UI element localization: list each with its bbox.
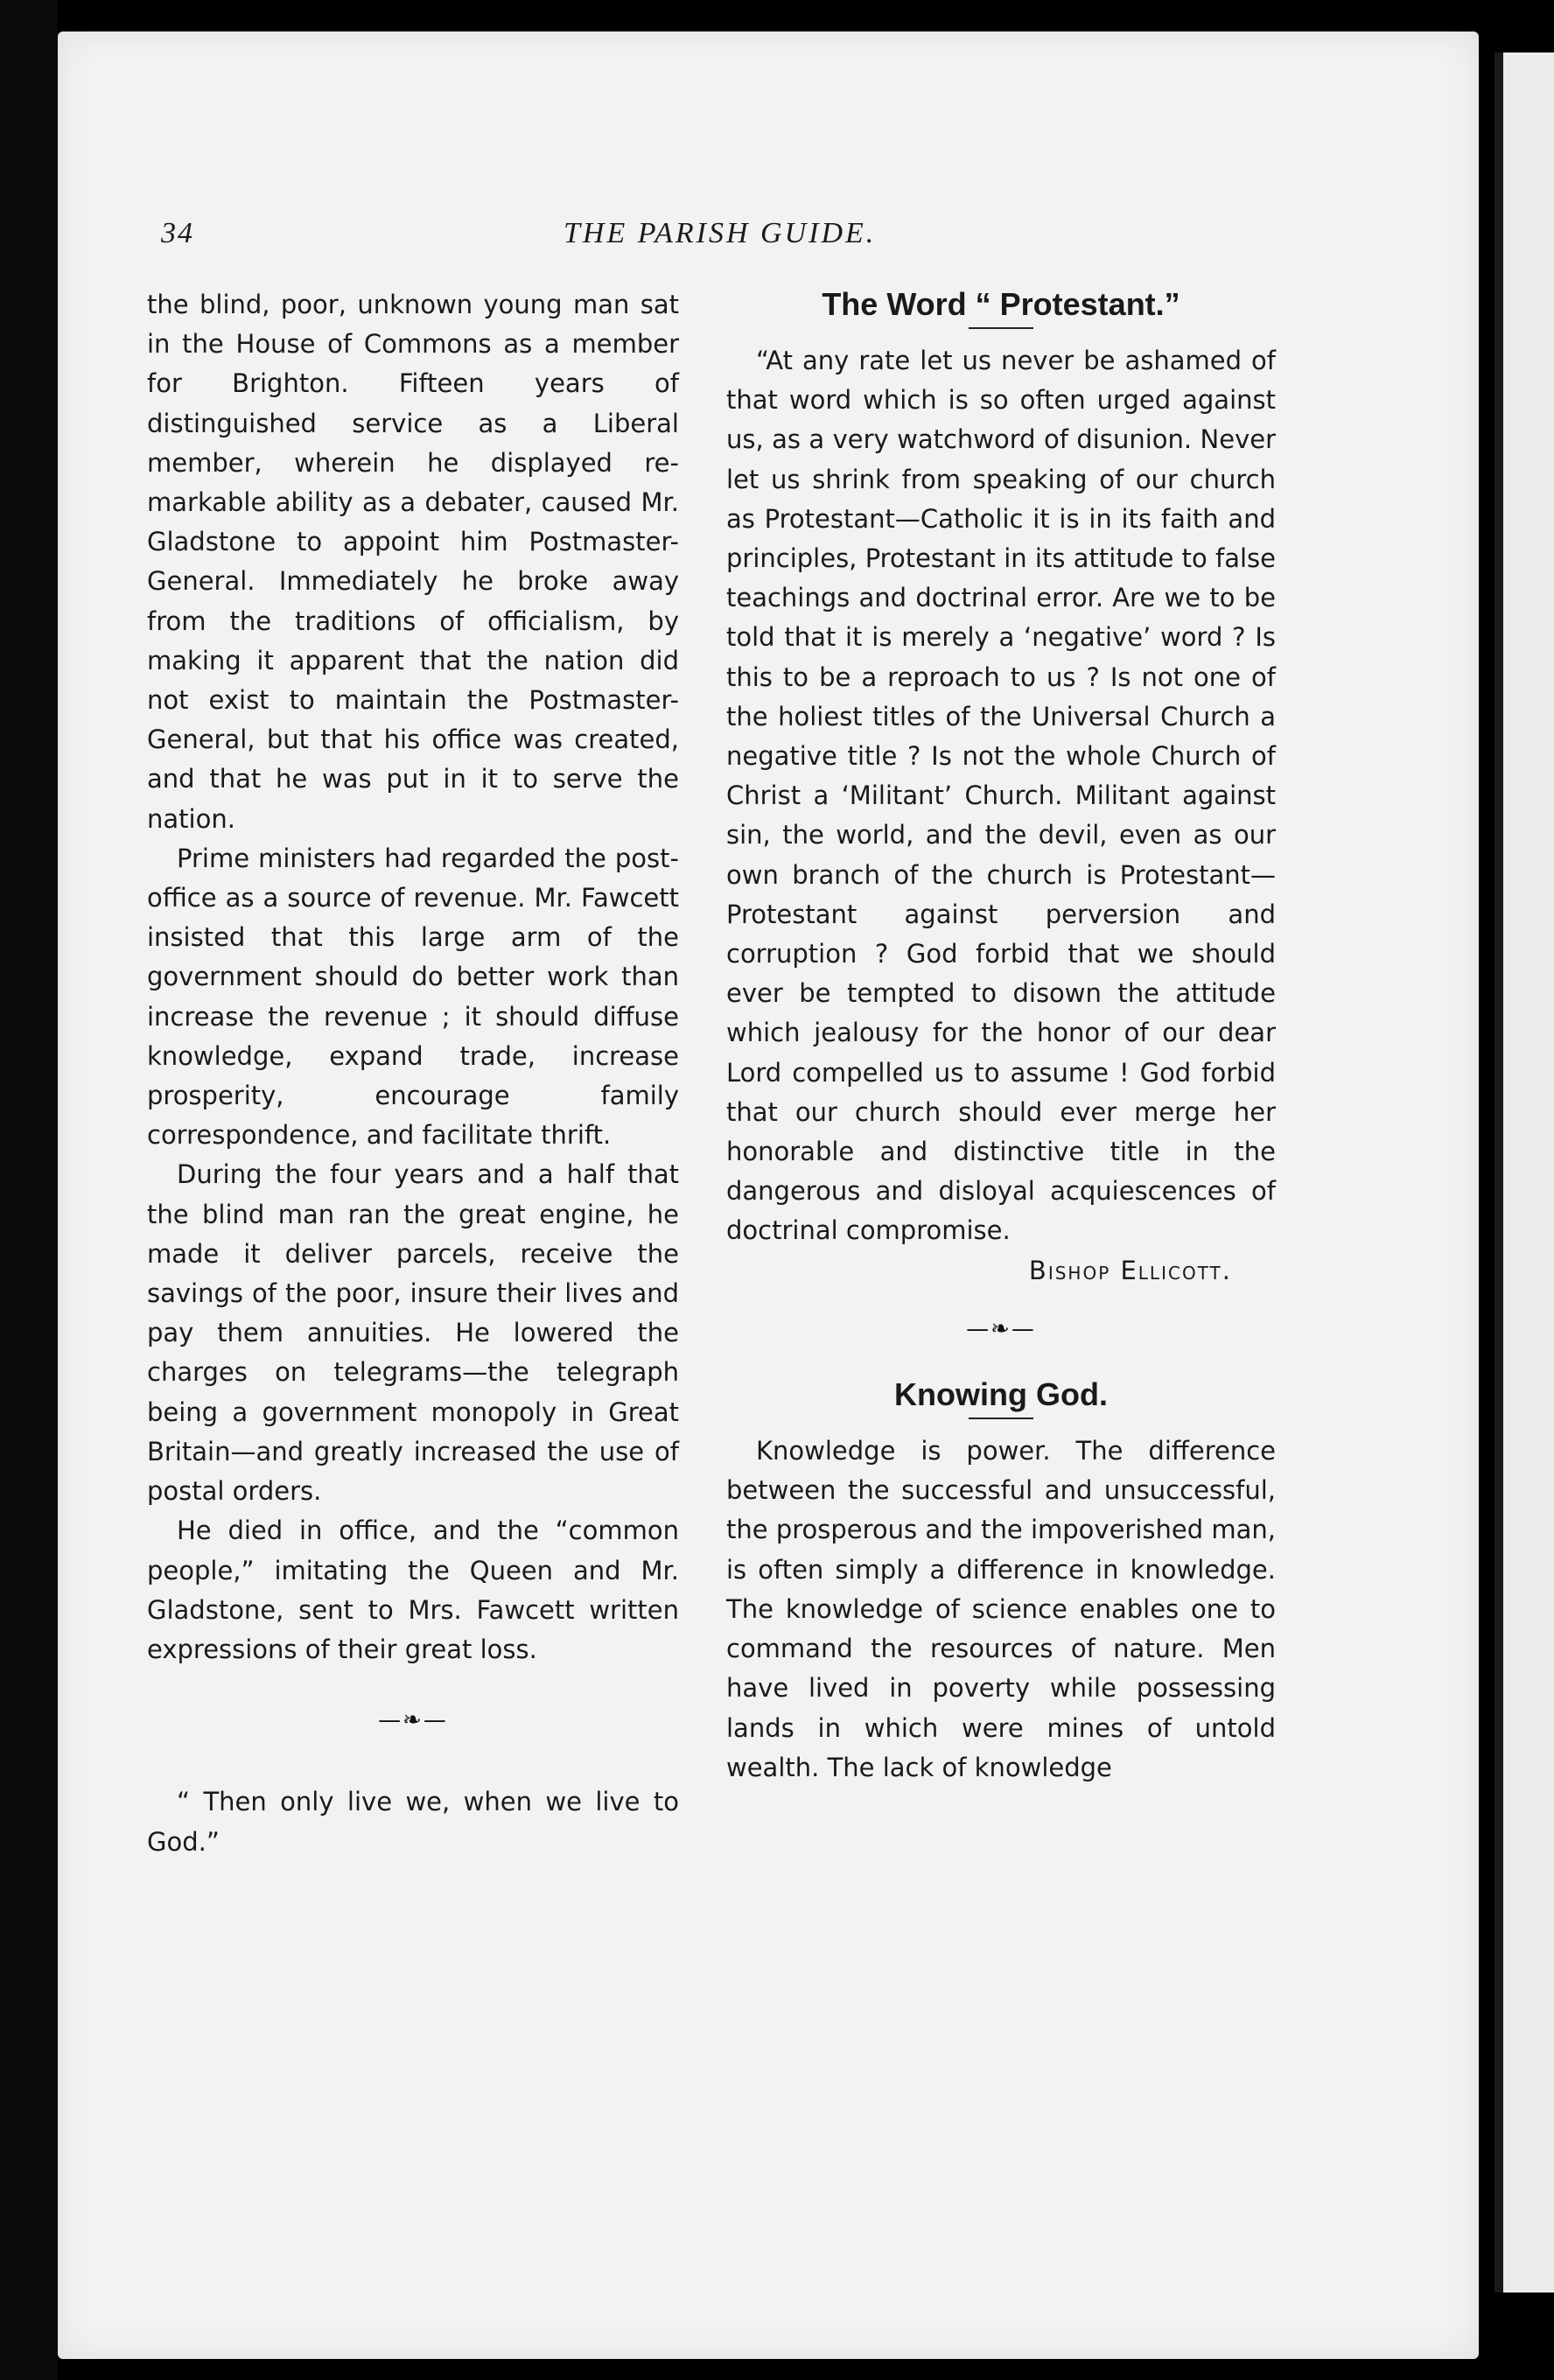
scan-left-edge	[0, 0, 58, 2380]
adjacent-page-edge	[1494, 52, 1554, 2292]
section-divider-ornament: —❧—	[966, 1315, 1036, 1342]
signature: Bishop Ellicott.	[1028, 1255, 1232, 1285]
section-divider-ornament: —❧—	[378, 1707, 448, 1734]
section-title-knowing-god: Knowing God.	[894, 1376, 1108, 1413]
page-header	[161, 217, 1307, 261]
left-column	[147, 285, 679, 1862]
right-column	[726, 285, 1276, 1788]
paragraph: Prime ministers had regarded the post-office as a source of revenue. Mr. Fawcett insisted that this large arm of the government should do better work than increase the revenue ; it should diffuse knowledge, expand trade, increase prosperity, encourage family correspondence, and facilitate thrift.	[147, 843, 679, 1151]
paragraph: During the four years and a half that the blind man ran the great engine, he made it deliver parcels, receive the savings of the poor, insure their lives and pay them annuities. He lowered the charges on telegrams—the telegraph being a government monopoly in Great Britain—and greatly increased the use of postal orders.	[147, 1159, 679, 1507]
section-title-protestant: The Word “ Protestant.”	[822, 286, 1180, 322]
closing-quote: “ Then only live we, when we live to God.”	[147, 1787, 679, 1857]
running-title: THE PARISH GUIDE.	[564, 217, 877, 249]
page-number: 34	[161, 217, 194, 249]
paragraph: the blind, poor, unknown young man sat in the House of Commons as a member for Brighton. Fifteen years of distinguished service as a Liberal member, wherein he displayed remarkable ability as a debater, caused Mr. Gladstone to appoint him Postmaster-General. Immediately he broke away from the traditions of officialism, by making it apparent that the nation did not exist to maintain the Postmaster-General, but that his office was created, and that he was put in it to serve the nation.	[147, 290, 679, 834]
title-rule	[969, 1418, 1033, 1419]
paragraph: He died in office, and the “common people,” imitating the Queen and Mr. Gladstone, sent to Mrs. Fawcett written expressions of their great loss.	[147, 1516, 679, 1664]
paragraph: “At any rate let us never be ashamed of that word which is so often urged against us, as a very watchword of disunion. Never let us shrink from speaking of our church as Protestant—Catholic it is in its faith and principles, Protestant in its attitude to false teachings and doctrinal error. Are we to be told that it is merely a ‘negative’ word ? Is this to be a reproach to us ? Is not one of the holiest titles of the Universal Church a negative title ? Is not the whole Church of Christ a ‘Militant’ Church. Militant against sin, the world, and the devil, even as our own branch of the church is Protestant—Protestant against perversion and corruption ? God forbid that we should ever be tempted to disown the attitude which jealousy for the honor of our dear Lord compelled us to assume ! God forbid that our church should ever merge her honorable and distinctive title in the dangerous and disloyal acquiescences of doctrinal compromise.	[726, 346, 1276, 1246]
paragraph: Knowledge is power. The difference between the successful and unsuccessful, the prosperous and the impoverished man, is often simply a difference in knowledge. The knowledge of science enables one to command the resources of nature. Men have lived in poverty while possessing lands in which were mines of untold wealth. The lack of knowledge	[726, 1436, 1276, 1782]
title-rule	[969, 327, 1033, 329]
